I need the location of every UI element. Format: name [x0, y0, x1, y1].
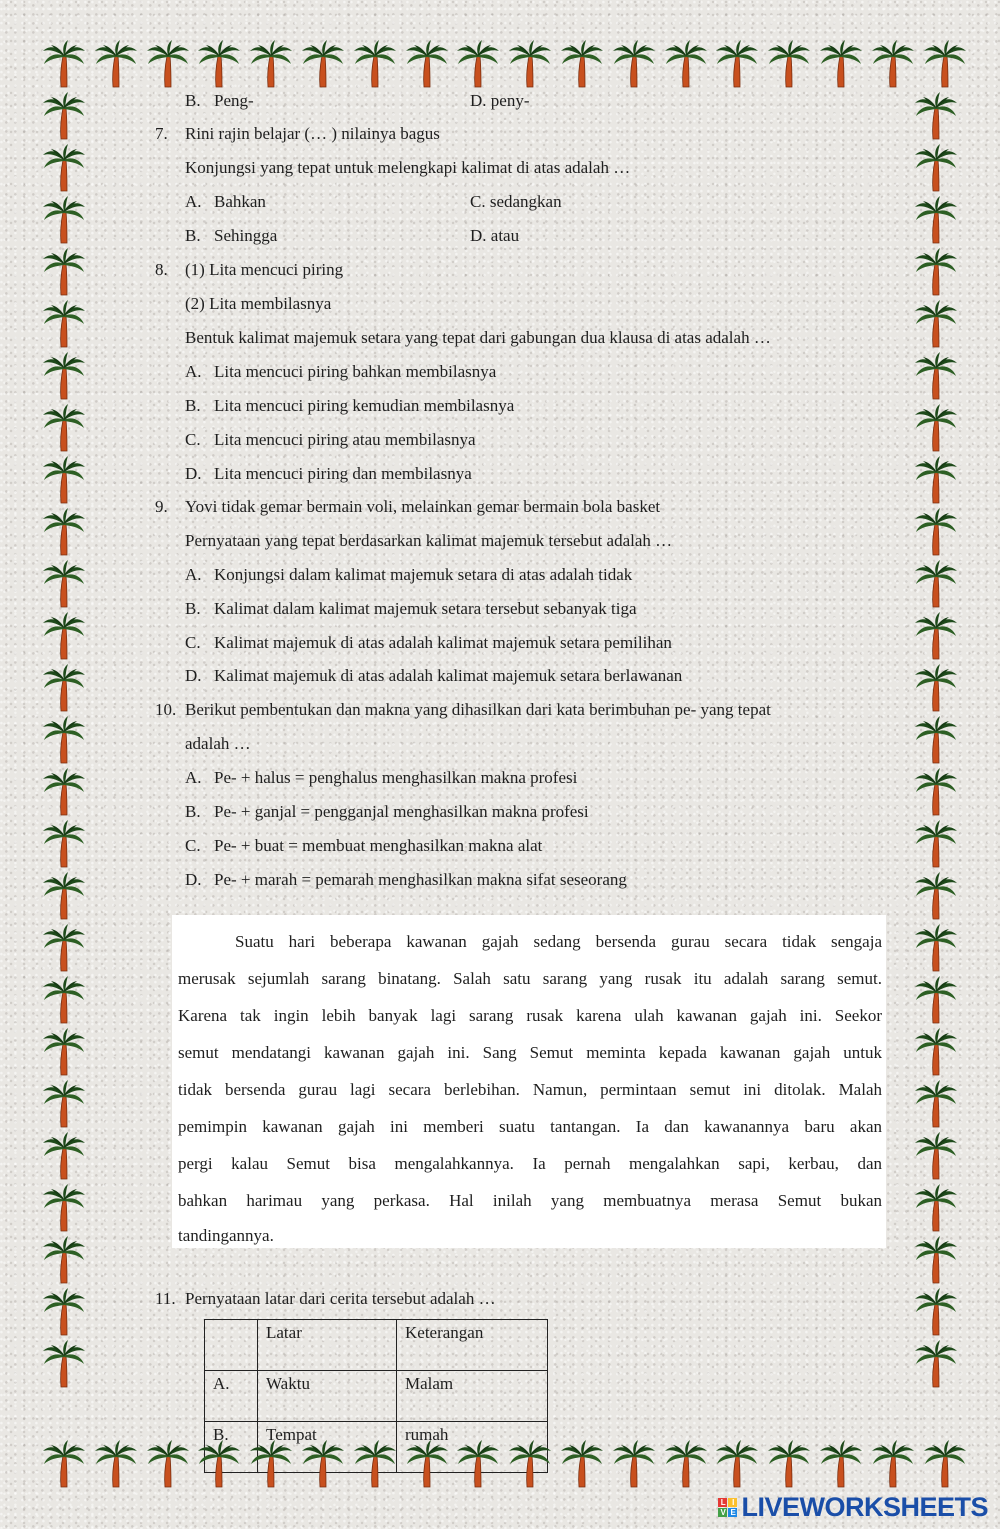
palm-tree-icon	[914, 404, 958, 452]
q7-text: Rini rajin belajar (… ) nilainya bagus	[185, 124, 440, 143]
table-header-keterangan: Keterangan	[397, 1320, 548, 1371]
q8-number: 8.	[155, 260, 168, 279]
palm-tree-icon	[42, 976, 86, 1024]
palm-tree-icon	[819, 1440, 863, 1488]
passage-line: pergi kalau Semut bisa mengalahkannya. Ia pernah mengalahkan sapi, kerbau, dan	[178, 1154, 882, 1173]
palm-tree-icon	[914, 924, 958, 972]
palm-tree-icon	[42, 612, 86, 660]
palm-tree-icon	[612, 1440, 656, 1488]
passage-line: tidak bersenda gurau lagi secara berlebihan. Namun, permintaan semut ini ditolak. Malah	[178, 1080, 882, 1099]
q9-option-b: B. Kalimat dalam kalimat majemuk setara tersebut sebanyak tiga	[185, 599, 637, 618]
q9-option-c: C. Kalimat majemuk di atas adalah kalimat majemuk setara pemilihan	[185, 633, 672, 652]
palm-tree-icon	[914, 1340, 958, 1388]
q10-option-a: A. Pe- + halus = penghalus menghasilkan makna profesi	[185, 768, 578, 787]
passage-line: pemimpin kawanan gajah ini memberi suatu tantangan. Ia dan kawanannya baru akan	[178, 1117, 882, 1136]
palm-tree-icon	[914, 820, 958, 868]
q8-clause-2: (2) Lita membilasnya	[185, 294, 332, 313]
palm-tree-icon	[508, 40, 552, 88]
palm-tree-icon	[767, 40, 811, 88]
q8-option-c: C. Lita mencuci piring atau membilasnya	[185, 430, 476, 449]
palm-tree-icon	[508, 1440, 552, 1488]
palm-tree-icon	[42, 300, 86, 348]
q9-number: 9.	[155, 497, 168, 516]
palm-tree-icon	[914, 352, 958, 400]
palm-tree-icon	[42, 92, 86, 140]
q8-option-d: D. Lita mencuci piring dan membilasnya	[185, 464, 472, 483]
q7-prompt: Konjungsi yang tepat untuk melengkapi kalimat di atas adalah …	[185, 158, 631, 177]
table-row	[205, 1371, 548, 1422]
palm-tree-icon	[914, 1236, 958, 1284]
table-cell: B.	[205, 1422, 258, 1473]
palm-tree-icon	[664, 1440, 708, 1488]
passage-line: merusak sejumlah sarang binatang. Salah satu sarang yang rusak itu adalah sarang semut.	[178, 969, 882, 988]
palm-tree-icon	[42, 560, 86, 608]
palm-tree-icon	[301, 40, 345, 88]
table-header-row	[205, 1320, 548, 1371]
palm-tree-icon	[42, 196, 86, 244]
table-header-latar: Latar	[258, 1320, 397, 1371]
palm-tree-icon	[42, 1288, 86, 1336]
palm-tree-icon	[42, 664, 86, 712]
q9-option-a: A. Konjungsi dalam kalimat majemuk setara di atas adalah tidak	[185, 565, 633, 584]
passage-line: Karena tak ingin lebih banyak lagi sarang rusak karena ulah kawanan gajah ini. Seekor	[178, 1006, 882, 1025]
q10-text: Berikut pembentukan dan makna yang dihasilkan dari kata berimbuhan pe- yang tepat	[185, 700, 771, 719]
q7-option-c: C. sedangkan	[470, 192, 562, 211]
palm-tree-icon	[923, 1440, 967, 1488]
q8-option-b: B. Lita mencuci piring kemudian membilasnya	[185, 396, 515, 415]
palm-tree-icon	[914, 300, 958, 348]
palm-tree-icon	[42, 1132, 86, 1180]
q7-option-d: D. atau	[470, 226, 520, 245]
palm-tree-icon	[42, 1440, 86, 1488]
palm-tree-icon	[94, 1440, 138, 1488]
palm-tree-icon	[405, 40, 449, 88]
q7-number: 7.	[155, 124, 168, 143]
palm-tree-icon	[249, 40, 293, 88]
palm-tree-icon	[42, 508, 86, 556]
q6-option-d: D. peny-	[470, 91, 530, 110]
palm-tree-icon	[914, 196, 958, 244]
palm-tree-icon	[42, 872, 86, 920]
palm-tree-icon	[42, 352, 86, 400]
q11-text: Pernyataan latar dari cerita tersebut adalah …	[185, 1289, 496, 1308]
reading-passage	[172, 915, 886, 1248]
palm-tree-icon	[914, 872, 958, 920]
palm-tree-icon	[42, 404, 86, 452]
q6-option-b: B. Peng-	[185, 91, 254, 110]
q10-number: 10.	[155, 700, 177, 719]
palm-tree-icon	[42, 1340, 86, 1388]
palm-tree-icon	[197, 1440, 241, 1488]
palm-tree-icon	[42, 1236, 86, 1284]
palm-tree-icon	[715, 40, 759, 88]
passage-line: Suatu hari beberapa kawanan gajah sedang bersenda gurau secara tidak sengaja	[235, 932, 882, 951]
palm-tree-icon	[42, 456, 86, 504]
palm-tree-icon	[767, 1440, 811, 1488]
palm-tree-icon	[42, 144, 86, 192]
passage-line: tandingannya.	[178, 1226, 274, 1245]
q7-option-a: A. Bahkan	[185, 192, 266, 211]
palm-tree-icon	[914, 456, 958, 504]
brand-mark-icon: L I V E	[718, 1498, 737, 1517]
palm-tree-icon	[456, 1440, 500, 1488]
palm-tree-icon	[146, 40, 190, 88]
table-cell: rumah	[397, 1422, 548, 1473]
palm-tree-icon	[560, 1440, 604, 1488]
palm-tree-icon	[664, 40, 708, 88]
palm-tree-icon	[249, 1440, 293, 1488]
table-cell: Waktu	[258, 1371, 397, 1422]
palm-tree-icon	[405, 1440, 449, 1488]
palm-tree-icon	[914, 1184, 958, 1232]
palm-tree-icon	[914, 664, 958, 712]
q10-option-d: D. Pe- + marah = pemarah menghasilkan makna sifat seseorang	[185, 870, 627, 889]
q8-clause-1: (1) Lita mencuci piring	[185, 260, 344, 279]
palm-tree-icon	[560, 40, 604, 88]
palm-tree-icon	[871, 1440, 915, 1488]
palm-tree-icon	[42, 768, 86, 816]
table-cell: Tempat	[258, 1422, 397, 1473]
palm-tree-icon	[819, 40, 863, 88]
q11-number: 11.	[155, 1289, 176, 1308]
q7-option-b: B. Sehingga	[185, 226, 278, 245]
table-cell: Malam	[397, 1371, 548, 1422]
palm-tree-icon	[353, 1440, 397, 1488]
table-cell	[205, 1320, 258, 1371]
palm-tree-icon	[146, 1440, 190, 1488]
q10-option-b: B. Pe- + ganjal = pengganjal menghasilkan makna profesi	[185, 802, 589, 821]
table-cell: A.	[205, 1371, 258, 1422]
palm-tree-icon	[42, 924, 86, 972]
liveworksheets-logo[interactable]	[718, 1491, 988, 1523]
palm-tree-icon	[42, 716, 86, 764]
palm-tree-icon	[42, 1028, 86, 1076]
palm-tree-icon	[42, 820, 86, 868]
palm-tree-icon	[914, 976, 958, 1024]
palm-tree-icon	[914, 1028, 958, 1076]
palm-tree-icon	[914, 612, 958, 660]
palm-tree-icon	[914, 560, 958, 608]
passage-line: semut mendatangi kawanan gajah ini. Sang Semut meminta kepada kawanan gajah untuk	[178, 1043, 882, 1062]
palm-tree-icon	[456, 40, 500, 88]
palm-tree-icon	[42, 40, 86, 88]
palm-tree-icon	[914, 768, 958, 816]
palm-tree-icon	[914, 144, 958, 192]
q8-prompt: Bentuk kalimat majemuk setara yang tepat dari gabungan dua klausa di atas adalah …	[185, 328, 771, 347]
palm-tree-icon	[914, 1132, 958, 1180]
palm-tree-icon	[42, 1080, 86, 1128]
brand-name: LIVEWORKSHEETS	[741, 1491, 988, 1522]
palm-tree-icon	[42, 1184, 86, 1232]
palm-tree-icon	[94, 40, 138, 88]
palm-tree-icon	[914, 1080, 958, 1128]
palm-tree-icon	[353, 40, 397, 88]
palm-tree-icon	[914, 248, 958, 296]
q10-text-cont: adalah …	[185, 734, 251, 753]
palm-tree-icon	[871, 40, 915, 88]
q8-option-a: A. Lita mencuci piring bahkan membilasnya	[185, 362, 497, 381]
q10-option-c: C. Pe- + buat = membuat menghasilkan makna alat	[185, 836, 543, 855]
palm-tree-icon	[612, 40, 656, 88]
palm-tree-icon	[715, 1440, 759, 1488]
palm-tree-icon	[923, 40, 967, 88]
q9-text: Yovi tidak gemar bermain voli, melainkan gemar bermain bola basket	[185, 497, 661, 516]
palm-tree-icon	[197, 40, 241, 88]
palm-tree-icon	[914, 92, 958, 140]
palm-tree-icon	[914, 716, 958, 764]
q9-option-d: D. Kalimat majemuk di atas adalah kalimat majemuk setara berlawanan	[185, 666, 683, 685]
q9-prompt: Pernyataan yang tepat berdasarkan kalimat majemuk tersebut adalah …	[185, 531, 673, 550]
palm-tree-icon	[914, 1288, 958, 1336]
palm-tree-icon	[301, 1440, 345, 1488]
palm-tree-icon	[914, 508, 958, 556]
palm-tree-icon	[42, 248, 86, 296]
passage-line: bahkan harimau yang perkasa. Hal inilah yang membuatnya merasa Semut bukan	[178, 1191, 882, 1210]
